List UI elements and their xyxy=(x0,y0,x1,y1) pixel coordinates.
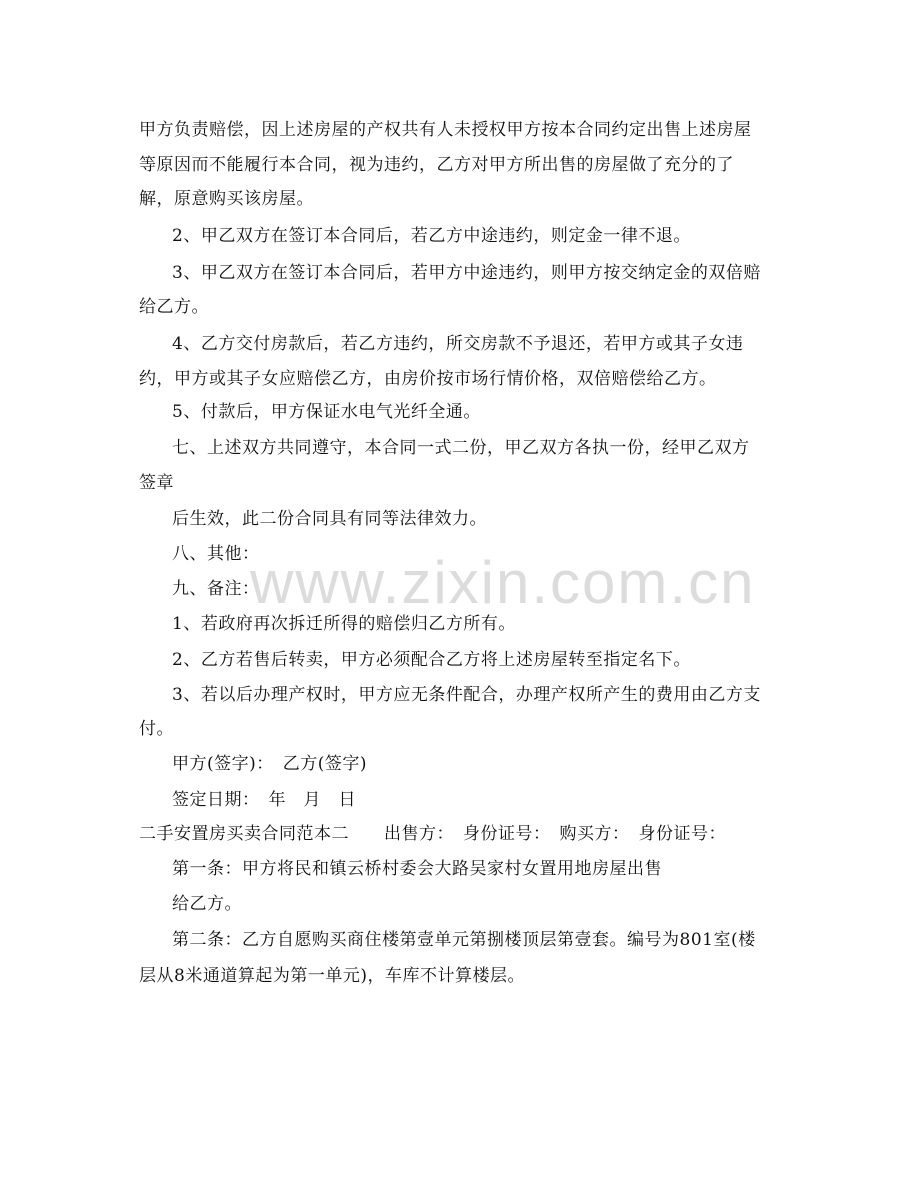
text-line: 5、付款后，甲方保证水电气光纤全通。 xyxy=(172,402,481,422)
text-line: 约，甲方或其子女应赔偿乙方，由房价按市场行情价格，双倍赔偿给乙方。 xyxy=(139,369,717,389)
text-line: 解，原意购买该房屋。 xyxy=(139,189,314,209)
text-line: 付。 xyxy=(139,719,174,739)
text-line: 甲方负责赔偿，因上述房屋的产权共有人未授权甲方按本合同约定出售上述房屋 xyxy=(139,120,752,140)
text-line: 九、备注： xyxy=(172,579,260,599)
text-line: 后生效，此二份合同具有同等法律效力。 xyxy=(172,509,487,529)
watermark: www.zixin.com.cn xyxy=(250,549,756,616)
text-line: 2、乙方若售后转卖，甲方必须配合乙方将上述房屋转至指定名下。 xyxy=(172,650,691,670)
text-line: 等原因而不能履行本合同，视为违约，乙方对甲方所出售的房屋做了充分的了 xyxy=(139,155,734,175)
text-line: 4、乙方交付房款后，若乙方违约，所交房款不予退还，若甲方或其子女违 xyxy=(172,334,744,354)
text-line: 3、若以后办理产权时，甲方应无条件配合，办理产权所产生的费用由乙方支 xyxy=(172,685,761,705)
text-line: 七、上述双方共同遵守，本合同一式二份，甲乙双方各执一份，经甲乙双方 xyxy=(172,438,750,458)
text-line: 层从8米通道算起为第一单元)，车库不计算楼层。 xyxy=(139,966,525,986)
text-line: 1、若政府再次拆迁所得的赔偿归乙方所有。 xyxy=(172,614,516,634)
text-line: 八、其他： xyxy=(172,544,260,564)
text-line: 签章 xyxy=(139,473,174,493)
text-line: 签定日期： 年 月 日 xyxy=(172,790,356,810)
text-line: 给乙方。 xyxy=(139,297,209,317)
text-line: 给乙方。 xyxy=(172,894,242,914)
text-line: 第二条：乙方自愿购买商住楼第壹单元第捌楼顶层第壹套。编号为801室(楼 xyxy=(172,930,756,950)
text-line: 3、甲乙双方在签订本合同后，若甲方中途违约，则甲方按交纳定金的双倍赔 xyxy=(172,263,761,283)
text-line: 甲方(签字)： 乙方(签字) xyxy=(172,754,368,774)
text-line: 第一条：甲方将民和镇云桥村委会大路吴家村女置用地房屋出售 xyxy=(172,859,662,879)
text-line: 二手安置房买卖合同范本二 出售方： 身份证号： 购买方： 身份证号： xyxy=(139,824,726,844)
text-line: 2、甲乙双方在签订本合同后，若乙方中途违约，则定金一律不退。 xyxy=(172,226,691,246)
